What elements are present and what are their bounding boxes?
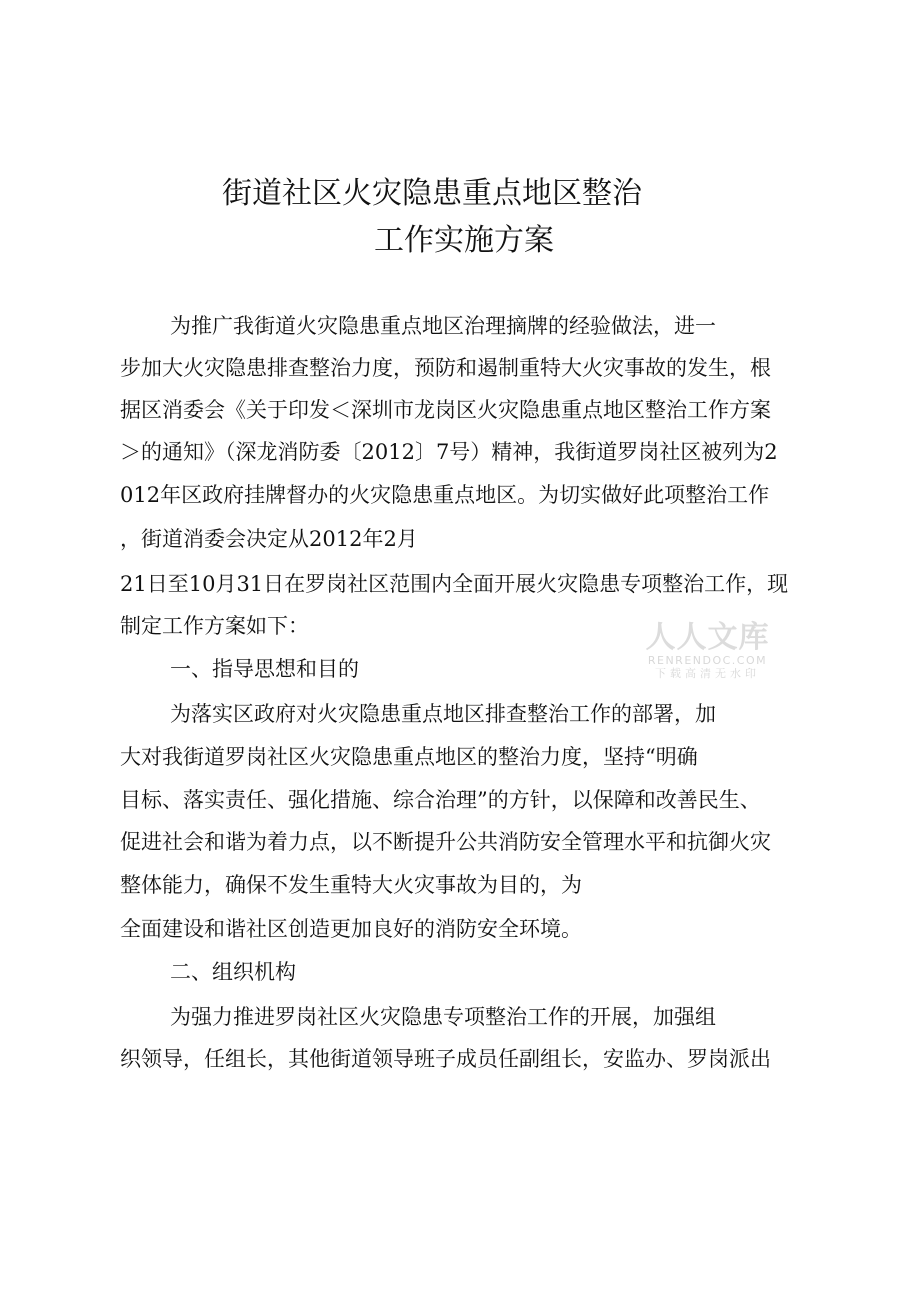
paragraph-line: 整体能力，确保不发生重特大火灾事故为目的，为 bbox=[120, 873, 582, 897]
paragraph-line: 为落实区政府对火灾隐患重点地区排查整治工作的部署，加 bbox=[170, 702, 716, 726]
paragraph-line: 全面建设和谐社区创造更加良好的消防安全环境。 bbox=[120, 917, 582, 941]
document-title-line-1: 街道社区火灾隐患重点地区整治 bbox=[222, 176, 642, 211]
section-heading: 二、组织机构 bbox=[170, 960, 296, 984]
paragraph-line: 012年区政府挂牌督办的火灾隐患重点地区。为切实做好此项整治工作 bbox=[120, 483, 770, 507]
watermark-tagline: 下载高清无水印 bbox=[655, 667, 760, 680]
paragraph-line: ＞的通知》（深龙消防委〔2012〕7号）精神，我街道罗岗社区被列为2 bbox=[120, 440, 778, 464]
paragraph-line: 步加大火灾隐患排查整治力度，预防和遏制重特大火灾事故的发生，根 bbox=[120, 356, 771, 380]
document-title-line-2: 工作实施方案 bbox=[374, 223, 554, 258]
paragraph-line: 制定工作方案如下： bbox=[120, 614, 309, 638]
watermark-site: RENRENDOC.COM bbox=[647, 654, 768, 667]
paragraph-line: 织领导，任组长，其他街道领导班子成员任副组长，安监办、罗岗派出 bbox=[120, 1047, 771, 1071]
paragraph-line: 目标、落实责任、强化措施、综合治理”的方针，以保障和改善民生、 bbox=[120, 788, 761, 812]
paragraph-line: 据区消委会《关于印发＜深圳市龙岗区火灾隐患重点地区整治工作方案 bbox=[120, 398, 771, 422]
paragraph-line: 为强力推进罗岗社区火灾隐患专项整治工作的开展，加强组 bbox=[170, 1005, 716, 1029]
watermark-logo bbox=[640, 622, 775, 680]
paragraph-line: 为推广我街道火灾隐患重点地区治理摘牌的经验做法，进一 bbox=[170, 314, 716, 338]
paragraph-line: ，街道消委会决定从2012年2月 bbox=[120, 527, 418, 551]
watermark-title: 人人文库 bbox=[645, 620, 770, 655]
paragraph-line: 促进社会和谐为着力点，以不断提升公共消防安全管理水平和抗御火灾 bbox=[120, 830, 771, 854]
paragraph-line: 大对我街道罗岗社区火灾隐患重点地区的整治力度，坚持“明确 bbox=[120, 745, 698, 769]
paragraph-line: 21日至10月31日在罗岗社区范围内全面开展火灾隐患专项整治工作，现 bbox=[120, 572, 789, 596]
section-heading: 一、指导思想和目的 bbox=[170, 657, 359, 681]
